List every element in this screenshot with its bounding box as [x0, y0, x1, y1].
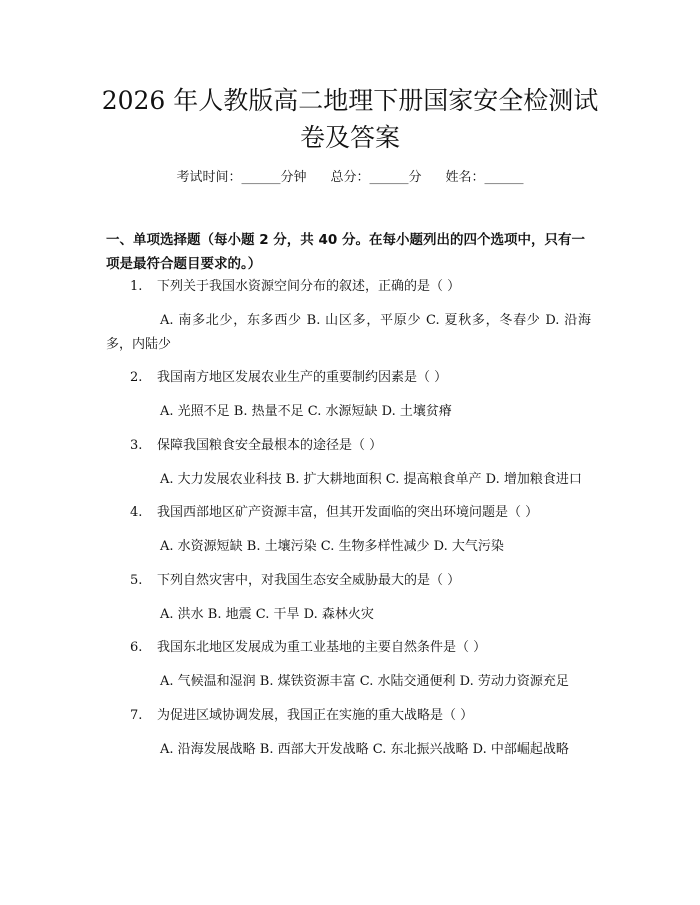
question-options: A. 沿海发展战略 B. 西部大开发战略 C. 东北振兴战略 D. 中部崛起战略: [160, 741, 569, 757]
question-stem: [106, 368, 591, 388]
question-stem: [106, 277, 591, 297]
question-stem: [106, 436, 591, 456]
question-text: 为促进区域协调发展，我国正在实施的重大战略是（ ）: [157, 707, 474, 723]
question-item: [106, 571, 591, 627]
question-item: [106, 638, 591, 694]
question-options: A. 南多北少，东多西少 B. 山区多，平原少 C. 夏秋多，冬春少 D. 沿海多，内陆少: [106, 313, 591, 352]
question-item: [106, 436, 591, 492]
question-number: 6.: [130, 640, 143, 655]
question-stem: [106, 503, 591, 523]
question-item: [106, 503, 591, 559]
question-item: [106, 706, 591, 762]
question-item: [106, 277, 591, 356]
question-text: 保障我国粮食安全最根本的途径是（ ）: [157, 437, 383, 453]
question-number: 5.: [130, 572, 143, 588]
question-stem: [106, 706, 591, 726]
question-text: 我国西部地区矿产资源丰富，但其开发面临的突出环境问题是（ ）: [157, 505, 539, 520]
question-options: A. 水资源短缺 B. 土壤污染 C. 生物多样性减少 D. 大气污染: [160, 539, 504, 554]
question-item: [106, 368, 591, 424]
question-number: 3.: [130, 437, 143, 453]
question-number: 7.: [130, 707, 143, 723]
question-options: A. 大力发展农业科技 B. 扩大耕地面积 C. 提高粮食单产 D. 增加粮食进口: [160, 471, 582, 487]
question-number: 4.: [130, 505, 143, 520]
question-list: [106, 277, 591, 773]
exam-time-field: 考试时间：______分钟: [176, 170, 307, 185]
question-options: A. 气候温和湿润 B. 煤铁资源丰富 C. 水陆交通便利 D. 劳动力资源充足: [160, 674, 569, 689]
question-text: 下列关于我国水资源空间分布的叙述，正确的是（ ）: [157, 279, 461, 294]
question-number: 1.: [130, 279, 143, 294]
question-options: A. 光照不足 B. 热量不足 C. 水源短缺 D. 土壤贫瘠: [160, 404, 452, 419]
question-number: 2.: [130, 370, 143, 385]
section-heading: 一、单项选择题（每小题 2 分，共 40 分。在每小题列出的四个选项中，只有一项是最符合题目要求的。）: [106, 232, 585, 272]
question-stem: [106, 638, 591, 658]
question-options: A. 洪水 B. 地震 C. 干旱 D. 森林火灾: [160, 606, 374, 622]
question-text: 我国东北地区发展成为重工业基地的主要自然条件是（ ）: [157, 640, 487, 655]
question-text: 下列自然灾害中，对我国生态安全威胁最大的是（ ）: [157, 572, 461, 588]
question-stem: [106, 571, 591, 591]
page-title: 2026 年人教版高二地理下册国家安全检测试卷及答案: [101, 86, 599, 152]
name-field: 姓名：______: [445, 170, 524, 185]
exam-info: [0, 168, 700, 188]
question-text: 我国南方地区发展农业生产的重要制约因素是（ ）: [157, 370, 448, 385]
total-score-field: 总分：______分: [330, 170, 422, 185]
